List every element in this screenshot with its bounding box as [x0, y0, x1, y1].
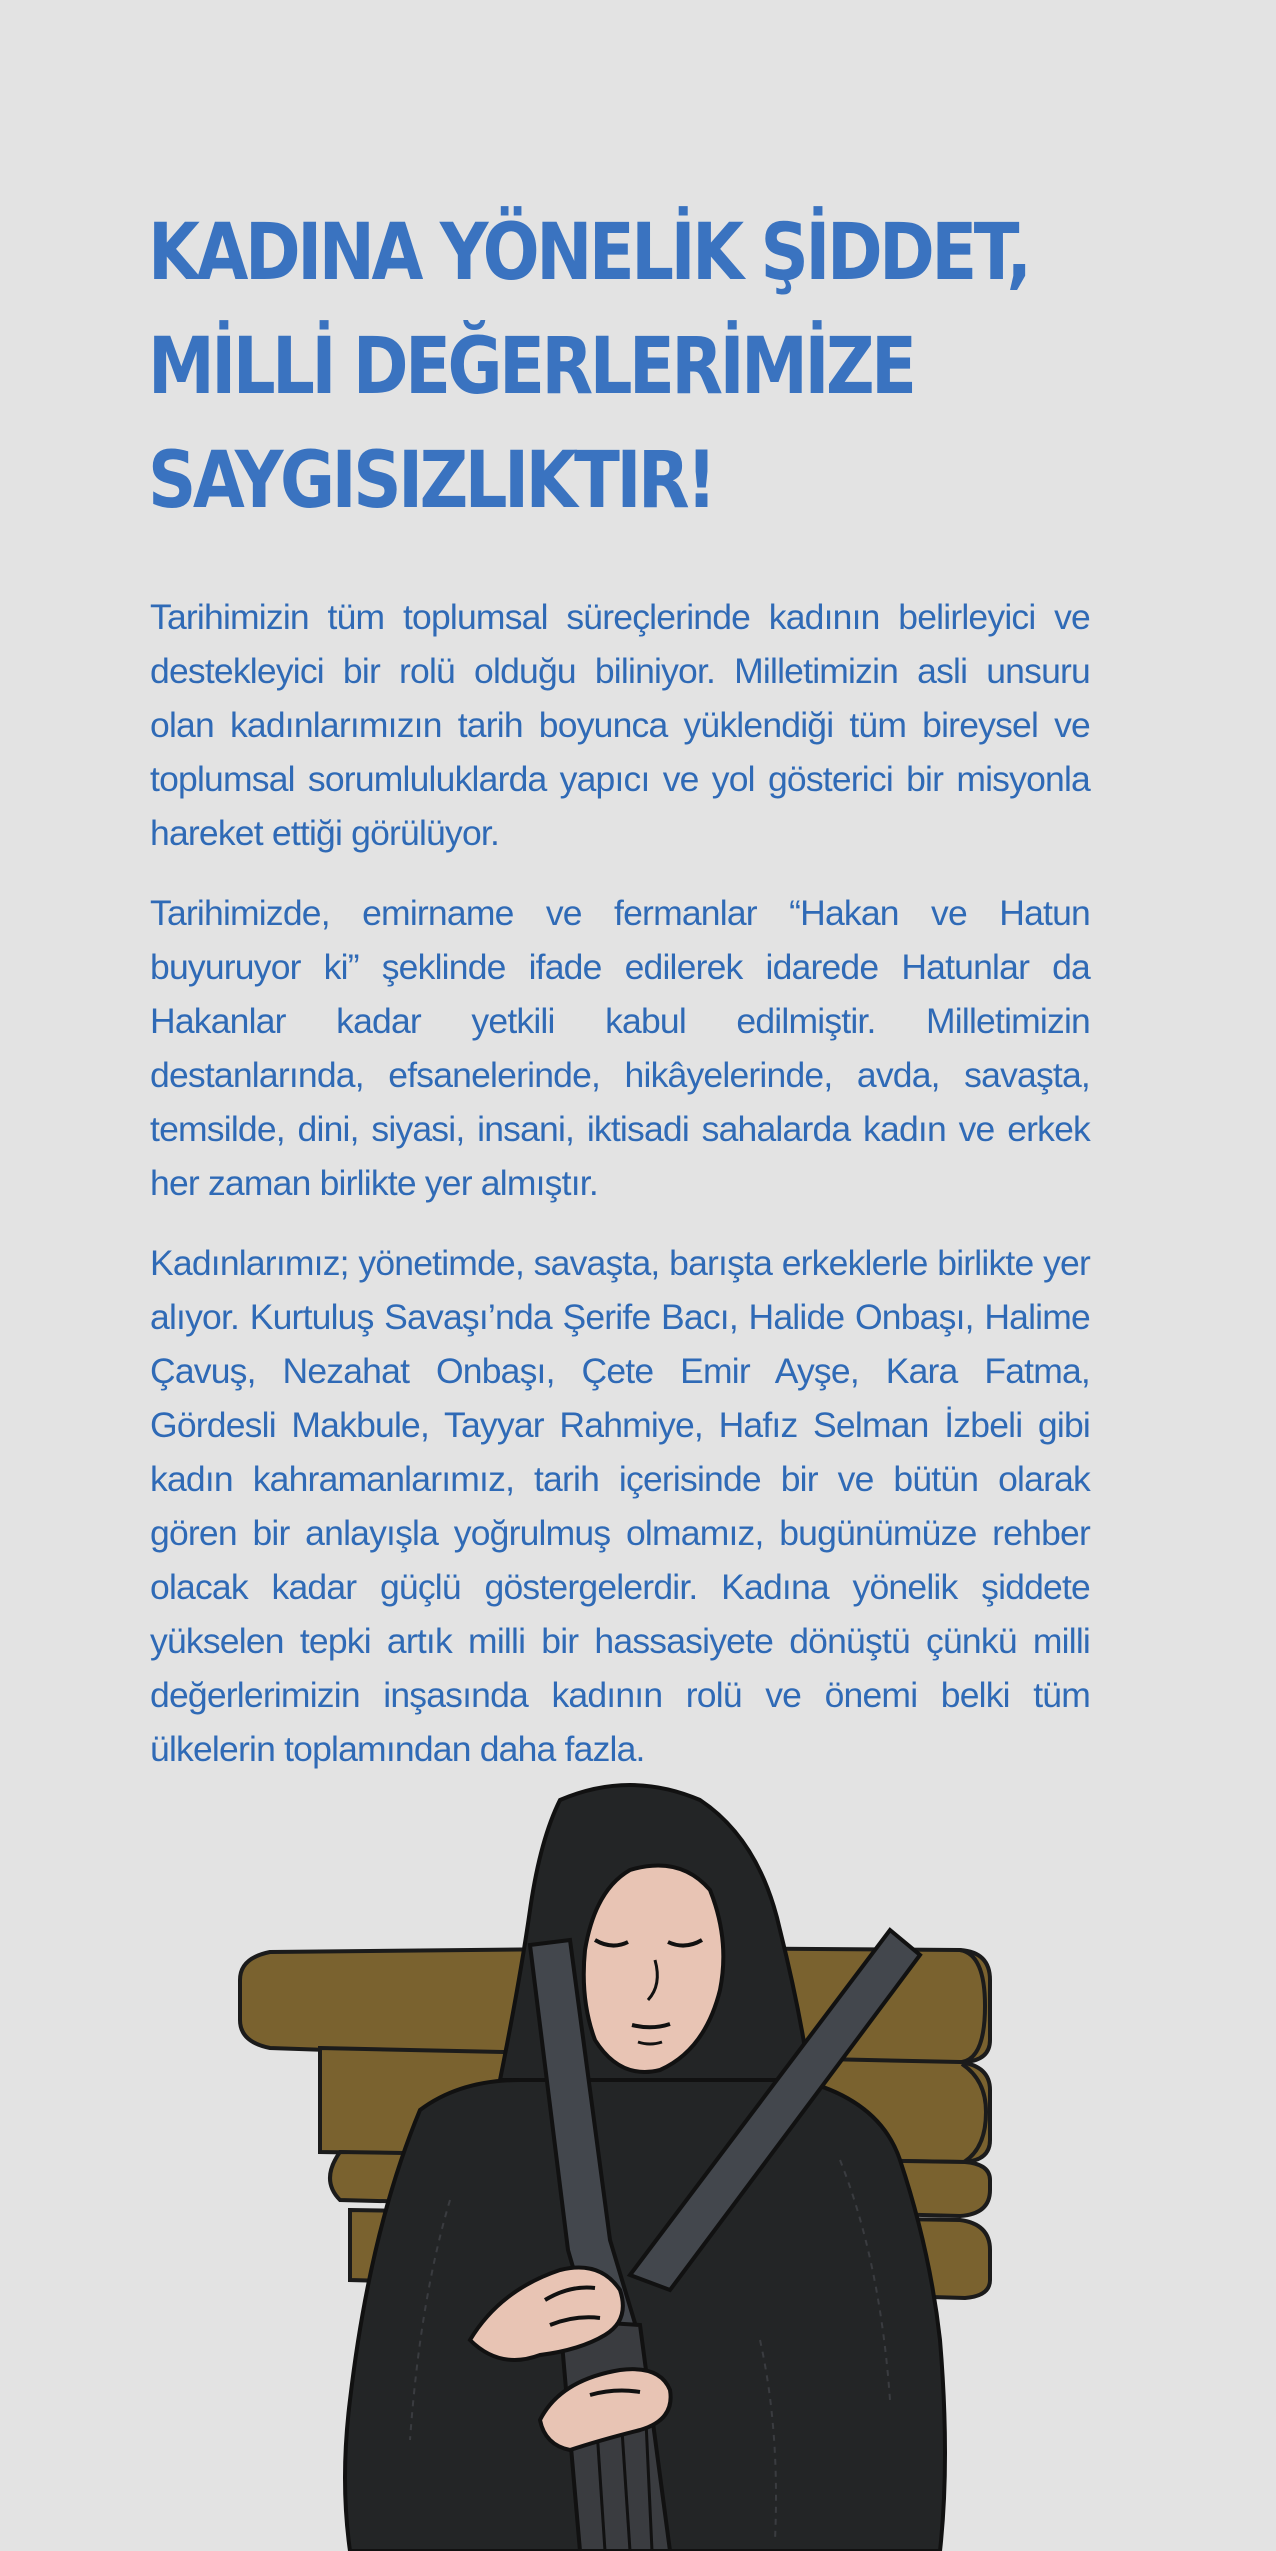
woman-carrying-shells-illustration [200, 1780, 1020, 2551]
headline-line-2: MİLLİ DEĞERLERİMİZE [148, 322, 914, 412]
headline-line-3: SAYGISIZLIKTIR! [148, 436, 714, 526]
headline [148, 196, 1029, 538]
paragraph-3: Kadınlarımız; yönetimde, savaşta, barışta erkeklerle birlikte yer alıyor. Kurtuluş Savaşı’nda Şerife Bacı, Halide Onbaşı, Halime Çavuş, Nezahat Onbaşı, Çete Emir Ayşe, Kara Fatma, Gördesli Makbule, Tayyar Rahmiye, Hafız Selman İzbeli gibi kadın kahramanlarımız, tarih içerisinde bir ve bütün olarak gören bir anlayışla yoğrulmuş olmamız, bugünümüze rehber olacak kadar güçlü göstergelerdir. Kadına yönelik şiddete yükselen tepki artık milli bir hassasiyete dönüştü çünkü milli değerlerimizin inşasında kadının rolü ve önemi belki tüm ülkelerin toplamından daha fazla. [150, 1243, 1090, 1769]
headline-line-1: KADINA YÖNELİK ŞİDDET, [148, 208, 1029, 298]
paragraph-2: Tarihimizde, emirname ve fermanlar “Hakan ve Hatun buyuruyor ki” şeklinde ifade edilerek idarede Hatunlar da Hakanlar kadar yetkili kabul edilmiştir. Milletimizin destanlarında, efsanelerinde, hikâyelerinde, avda, savaşta, temsilde, dini, siyasi, insani, iktisadi sahalarda kadın ve erkek her zaman birlikte yer almıştır. [150, 893, 1090, 1203]
paragraph-1: Tarihimizin tüm toplumsal süreçlerinde kadının belirleyici ve destekleyici bir rolü olduğu biliniyor. Milletimizin asli unsuru olan kadınlarımızın tarih boyunca yüklendiği tüm bireysel ve toplumsal sorumluluklarda yapıcı ve yol gösterici bir misyonla hareket ettiği görülüyor. [150, 597, 1090, 853]
body-text [150, 590, 1090, 1802]
